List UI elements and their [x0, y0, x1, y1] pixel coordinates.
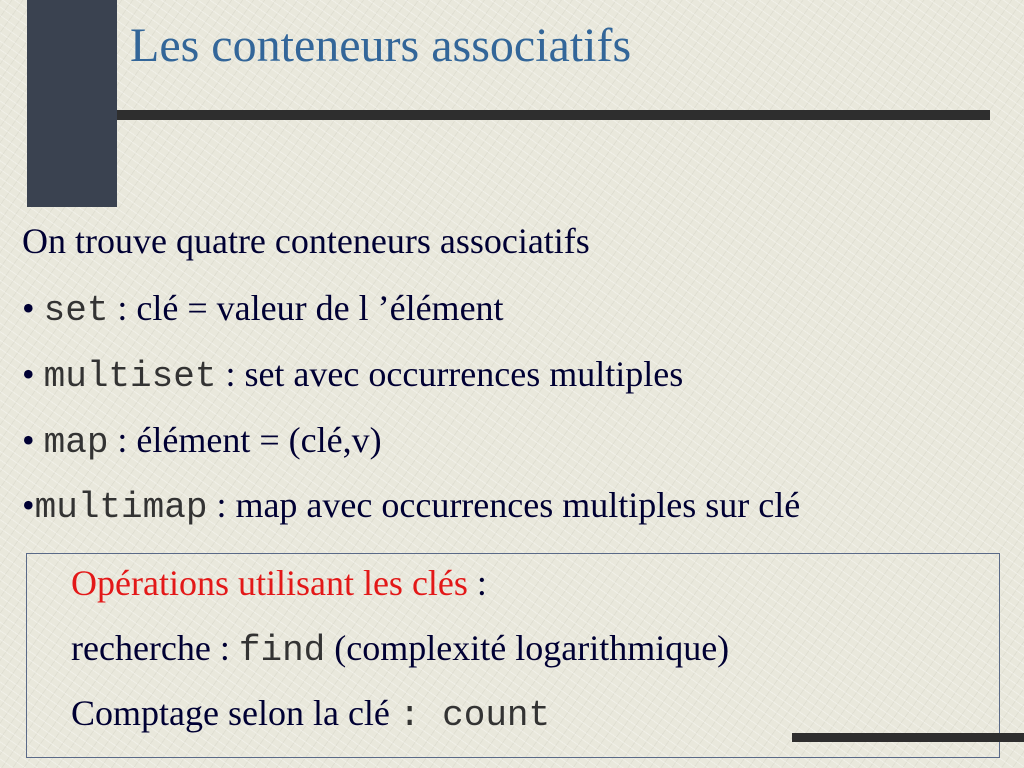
- code-multimap: multimap: [34, 487, 208, 528]
- list-item-multiset: [22, 353, 683, 397]
- list-item-set: [22, 287, 504, 331]
- operations-box: [26, 553, 1000, 758]
- box-heading: [71, 562, 487, 604]
- list-item-multimap: [22, 484, 800, 528]
- bottom-right-rule: [792, 733, 1024, 742]
- intro-text: On trouve quatre conteneurs associatifs: [22, 221, 590, 261]
- recherche-label: recherche :: [71, 628, 239, 668]
- box-heading-suffix: :: [467, 563, 487, 603]
- item-text: : clé = valeur de l ’élément: [117, 288, 504, 328]
- code-map: map: [43, 422, 109, 463]
- left-accent-bar: [27, 0, 117, 207]
- box-heading-label: Opérations utilisant les clés: [71, 563, 468, 603]
- slide-title: Les conteneurs associatifs: [130, 19, 632, 72]
- code-count: : count: [398, 695, 551, 736]
- title-underline-rule: [117, 110, 990, 120]
- box-line-comptage: [71, 692, 550, 736]
- list-item-map: [22, 419, 382, 463]
- bullet: •: [22, 354, 35, 394]
- comptage-label: Comptage selon la clé: [71, 693, 399, 733]
- bullet: •: [22, 485, 35, 525]
- code-set: set: [43, 290, 109, 331]
- item-text: : set avec occurrences multiples: [216, 354, 684, 394]
- code-find: find: [238, 630, 326, 671]
- bullet: •: [22, 420, 35, 460]
- item-text: : map avec occurrences multiples sur clé: [207, 485, 801, 525]
- recherche-suffix: (complexité logarithmique): [325, 628, 730, 668]
- code-multiset: multiset: [43, 356, 217, 397]
- item-text: : élément = (clé,v): [108, 420, 382, 460]
- box-line-recherche: [71, 627, 729, 671]
- bullet: •: [22, 288, 35, 328]
